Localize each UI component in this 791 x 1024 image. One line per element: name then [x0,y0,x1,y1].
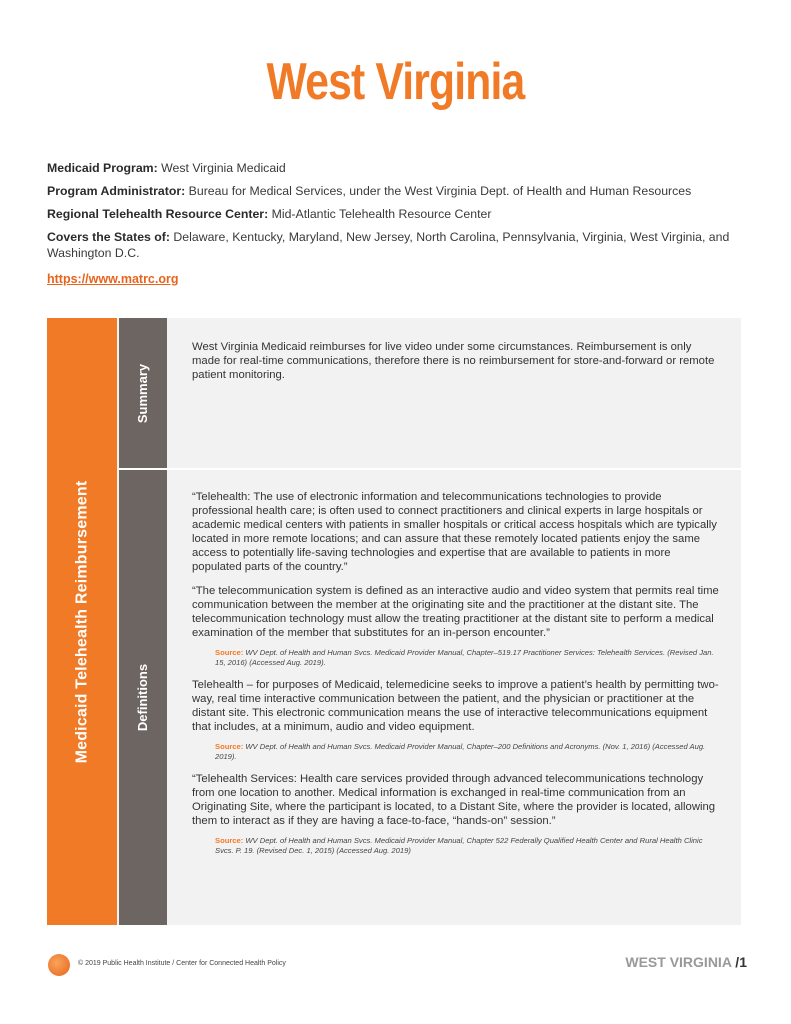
program-admin-row [47,183,747,199]
source-text: WV Dept. of Health and Human Svcs. Medicaid Provider Manual, Chapter–519.17 Practitioner Services: Telehealth Services. (Revised Jan. 15, 2016) (Accessed Aug. 2019). [215,648,714,667]
covers-states-value: Delaware, Kentucky, Maryland, New Jersey, North Carolina, Pennsylvania, Virginia, West Virginia, and Washington D.C. [47,230,730,260]
source-citation [192,648,720,668]
matrc-link[interactable]: https://www.matrc.org [47,272,179,286]
definitions-tab [119,470,167,925]
section-divider [119,468,741,470]
footer-copyright: © 2019 Public Health Institute / Center for Connected Health Policy [78,960,286,967]
medicaid-program-label: Medicaid Program: [47,161,158,175]
definition-paragraph: Telehealth – for purposes of Medicaid, telemedicine seeks to improve a patient’s health by permitting two-way, real time interactive communication between the patient, and the physician or practitioner at the distant site. This electronic communication means the use of interactive telecommunications equipment that includes, at a minimum, audio and video equipment. [192,679,719,733]
definitions-tab-label: Definitions [135,663,151,732]
covers-states-label: Covers the States of: [47,230,170,244]
summary-tab-label: Summary [135,363,151,423]
program-admin-value: Bureau for Medical Services, under the West Virginia Dept. of Health and Human Resources [185,184,692,198]
resource-center-value: Mid-Atlantic Telehealth Resource Center [268,207,492,221]
summary-tab [119,318,167,468]
source-label: Source: [215,648,244,657]
medicaid-program-row [47,160,747,176]
source-text: WV Dept. of Health and Human Svcs. Medicaid Provider Manual, Chapter 522 Federally Qualified Health Center and Rural Health Clinic Svcs. P. 19. (Revised Dec. 1, 2015) (Accessed Aug. 2019) [215,836,703,855]
source-citation [192,836,720,856]
definition-paragraph: “Telehealth Services: Health care services provided through advanced telecommunications technology from one location to another. Medical information is exchanged in real-time communication from an Originating Site, where the participant is located, to a Distant Site, where the provider is located, allowing them to interact as if they are having a face-to-face, “hands-on” session.” [192,773,716,827]
medicaid-program-value: West Virginia Medicaid [157,161,286,175]
page-number: /1 [731,954,747,970]
page-title: West Virginia [266,53,525,111]
section-sidebar [47,318,117,925]
footer-page-label [625,954,747,970]
program-info [47,160,747,294]
definition-paragraph: “Telehealth: The use of electronic information and telecommunications technologies to provide professional health care; is often used to connect practitioners and clinical experts in large hospitals or academic medical centers with patients in smaller hospitals or critical access hospitals which are typically located in more remote locations; and can assure that these remotely located patients enjoy the same access to potentially life-saving technologies and expertise that are available to patients in more populated parts of the country.” [192,491,717,573]
definition-paragraph: “The telecommunication system is defined as an interactive audio and video system that permits real time communication between the member at the originating site and the practitioner at the distant site. The telecommunication technology must allow the treating practitioner at the distant site to perform a medical examination of the member that substitutes for an in-person encounter.” [192,585,719,639]
source-label: Source: [215,836,244,845]
cchp-logo-icon [48,954,70,976]
footer-state: WEST VIRGINIA [625,954,732,970]
resource-center-label: Regional Telehealth Resource Center: [47,207,269,221]
program-admin-label: Program Administrator: [47,184,186,198]
definitions-content [192,490,720,866]
section-sidebar-label: Medicaid Telehealth Reimbursement [73,480,91,763]
source-citation [192,742,720,762]
resource-center-row [47,206,747,222]
covers-states-row [47,229,747,261]
summary-content [192,340,720,392]
source-text: WV Dept. of Health and Human Svcs. Medicaid Provider Manual, Chapter–200 Definitions and Acronyms. (Nov. 1, 2016) (Accessed Aug. 2019). [215,742,706,761]
summary-text: West Virginia Medicaid reimburses for live video under some circumstances. Reimbursement is only made for real-time communications, therefore there is no reimbursement for store-and-forward or remote patient monitoring. [192,341,715,381]
source-label: Source: [215,742,244,751]
